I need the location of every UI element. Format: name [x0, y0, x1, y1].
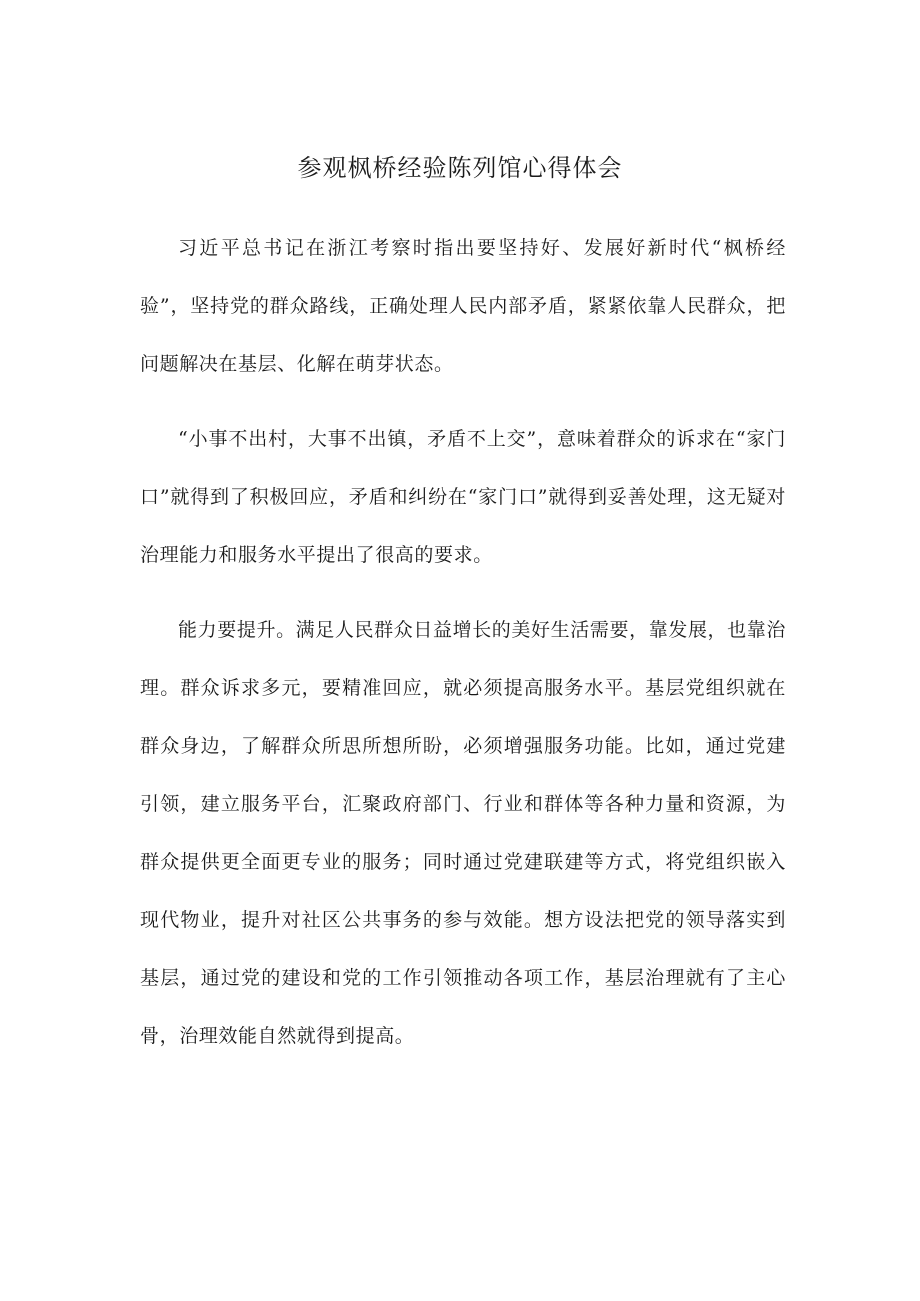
paragraph-1: 习近平总书记在浙江考察时指出要坚持好、发展好新时代“枫桥经验”，坚持党的群众路线，正确处理人民内部矛盾，紧紧依靠人民群众，把问题解决在基层、化解在萌芽状态。 [140, 237, 786, 375]
paragraph-2: “小事不出村，大事不出镇，矛盾不上交”，意味着群众的诉求在“家门口”就得到了积极回应，矛盾和纠纷在“家门口”就得到妥善处理，这无疑对治理能力和服务水平提出了很高的要求。 [140, 428, 786, 566]
paragraph-3: 能力要提升。满足人民群众日益增长的美好生活需要，靠发展，也靠治理。群众诉求多元，要精准回应，就必须提高服务水平。基层党组织就在群众身边，了解群众所思所想所盼，必须增强服务功能。比如，通过党建引领，建立服务平台，汇聚政府部门、行业和群体等各种力量和资源，为群众提供更全面更专业的服务；同时通过党建联建等方式，将党组织嵌入现代物业，提升对社区公共事务的参与效能。想方设法把党的领导落实到基层，通过党的建设和党的工作引领推动各项工作，基层治理就有了主心骨，治理效能自然就得到提高。 [140, 619, 786, 1047]
document-title: 参观枫桥经验陈列馆心得体会 [297, 154, 623, 182]
